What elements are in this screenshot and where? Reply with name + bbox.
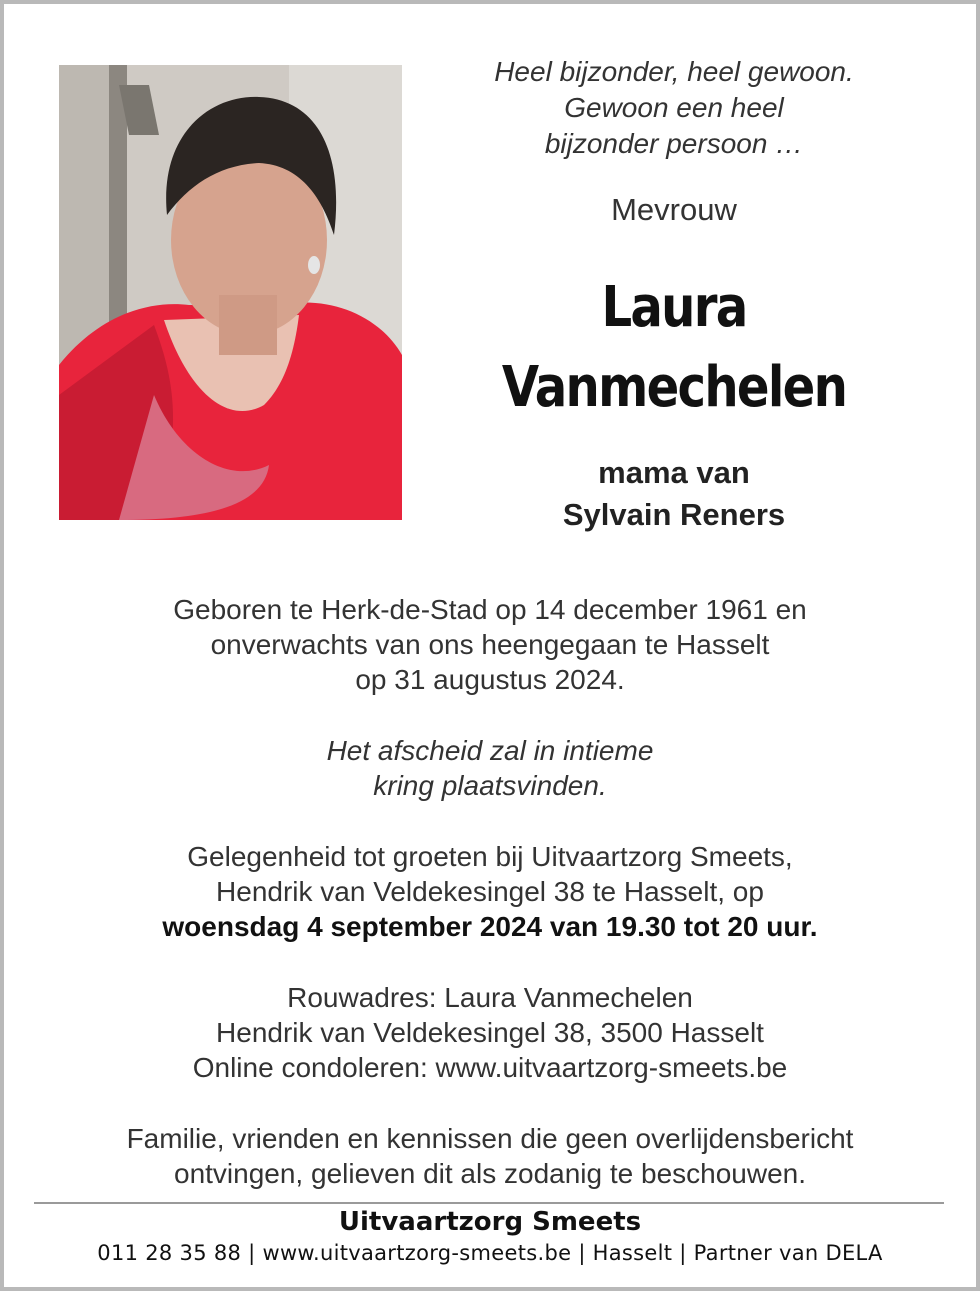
online-condolence: Online condoleren: www.uitvaartzorg-smeets.be [192, 1052, 788, 1083]
farewell-paragraph [4, 733, 976, 803]
announcement-body [4, 592, 976, 1227]
farewell-line-2: kring plaatsvinden. [373, 770, 607, 801]
address-line-2: Hendrik van Veldekesingel 38, 3500 Hasselt [216, 1017, 764, 1048]
relation-line-1: mama van [598, 455, 750, 490]
address-line-1: Rouwadres: Laura Vanmechelen [287, 982, 693, 1013]
first-name: Laura [601, 275, 747, 340]
visitation-paragraph [4, 839, 976, 944]
visitation-line-2: Hendrik van Veldekesingel 38 te Hasselt, op [216, 876, 764, 907]
quote-line-2: Gewoon een heel [564, 92, 784, 123]
notice-line-1: Familie, vrienden en kennissen die geen overlijdensbericht [126, 1123, 854, 1154]
last-name: Vanmechelen [501, 355, 847, 420]
footer [4, 1205, 976, 1267]
birth-paragraph [4, 592, 976, 697]
quote-line-1: Heel bijzonder, heel gewoon. [494, 56, 854, 87]
birth-line-1: Geboren te Herk-de-Stad op 14 december 1961 en [173, 594, 807, 625]
birth-line-2: onverwachts van ons heengegaan te Hasselt [210, 629, 770, 660]
company-contact: 011 28 35 88 | www.uitvaartzorg-smeets.be | Hasselt | Partner van DELA [97, 1241, 883, 1265]
notice-line-2: ontvingen, gelieven dit als zodanig te beschouwen. [174, 1158, 806, 1189]
notice-paragraph [4, 1121, 976, 1191]
relation [444, 452, 904, 536]
header-block [444, 54, 904, 536]
farewell-line-1: Het afscheid zal in intieme [326, 735, 654, 766]
footer-divider [34, 1202, 944, 1204]
quote-line-3: bijzonder persoon … [544, 128, 804, 159]
company-name: Uitvaartzorg Smeets [338, 1207, 642, 1237]
visitation-date: woensdag 4 september 2024 van 19.30 tot 20 uur. [162, 911, 818, 942]
quote [444, 54, 904, 162]
visitation-line-1: Gelegenheid tot groeten bij Uitvaartzorg Smeets, [187, 841, 793, 872]
honorific: Mevrouw [611, 192, 737, 227]
relation-line-2: Sylvain Reners [562, 497, 786, 532]
address-paragraph [4, 980, 976, 1085]
deceased-name [476, 268, 872, 428]
portrait-photo [59, 65, 402, 520]
birth-line-3: op 31 augustus 2024. [355, 664, 625, 695]
